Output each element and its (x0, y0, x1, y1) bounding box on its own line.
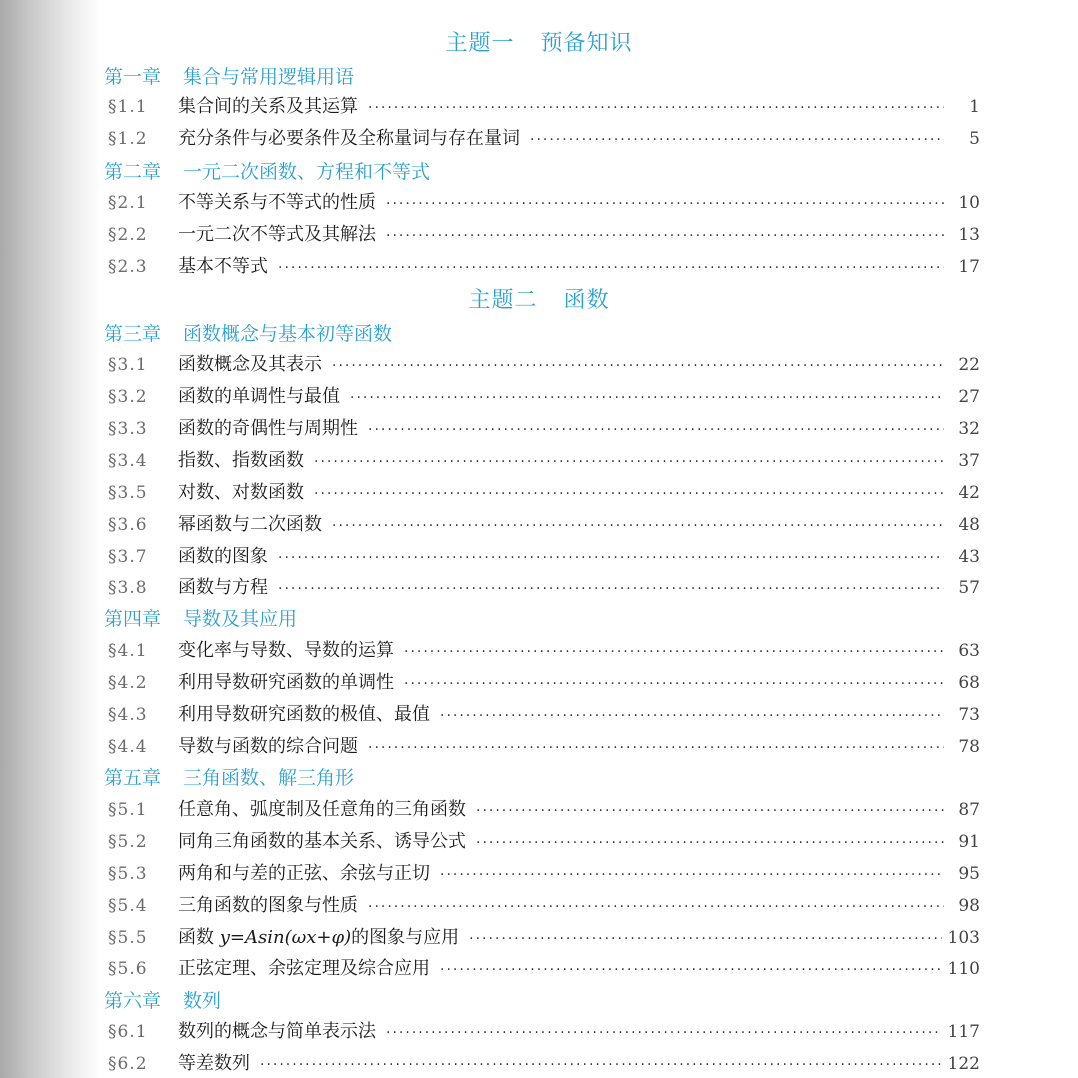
chapter-label: 第六章 (104, 990, 162, 1012)
page-number: 103 (947, 928, 980, 948)
page-number: 48 (958, 515, 980, 535)
page-number: 43 (958, 547, 980, 567)
page-number: 91 (958, 832, 980, 852)
chapter-name: 三角函数、解三角形 (183, 767, 355, 789)
page-number: 22 (958, 355, 980, 375)
section-title: 函数的奇偶性与周期性 (178, 418, 358, 439)
section-title: 函数的单调性与最值 (178, 386, 340, 407)
leader-dots (368, 899, 944, 915)
section-title: 幂函数与二次函数 (178, 514, 322, 535)
leader-dots (440, 708, 944, 724)
section-number: §3.2 (108, 387, 148, 407)
toc-entry[interactable] (108, 252, 980, 280)
section-title: 一元二次不等式及其解法 (178, 224, 376, 245)
section-title: 充分条件与必要条件及全称量词与存在量词 (178, 128, 520, 149)
page-number: 78 (958, 737, 980, 757)
section-number: §3.3 (108, 419, 148, 439)
chapter-label: 第二章 (104, 161, 162, 183)
chapter-name: 一元二次函数、方程和不等式 (183, 161, 431, 183)
leader-dots (314, 486, 944, 502)
toc-entry[interactable] (108, 573, 980, 601)
section-number: §5.2 (108, 832, 148, 852)
section-number: §4.3 (108, 705, 148, 725)
section-number: §5.5 (108, 928, 148, 948)
theme-heading-1 (0, 26, 1078, 57)
section-title (178, 923, 463, 949)
section-title: 变化率与导数、导数的运算 (178, 640, 394, 661)
section-number: §5.1 (108, 800, 148, 820)
section-title: 导数与函数的综合问题 (178, 736, 358, 757)
section-title: 数列的概念与简单表示法 (178, 1021, 376, 1042)
section-number: §4.2 (108, 673, 148, 693)
section-title: 利用导数研究函数的极值、最值 (178, 704, 430, 725)
leader-dots (314, 454, 944, 470)
toc-entry[interactable] (108, 827, 980, 855)
chapter-heading-1 (104, 62, 354, 89)
page-number: 87 (958, 800, 980, 820)
leader-dots (368, 100, 944, 116)
toc-entry[interactable] (108, 668, 980, 696)
leader-dots (386, 228, 944, 244)
toc-entry[interactable] (108, 510, 980, 538)
page-number: 95 (958, 864, 980, 884)
toc-entry[interactable] (108, 124, 980, 152)
page-number: 57 (958, 578, 980, 598)
leader-dots (278, 581, 944, 597)
section-number: §1.2 (108, 129, 148, 149)
leader-dots (386, 196, 944, 212)
page-number: 13 (958, 225, 980, 245)
section-number: §6.2 (108, 1054, 148, 1074)
leader-dots (476, 803, 944, 819)
section-number: §4.4 (108, 737, 148, 757)
leader-dots (386, 1025, 942, 1041)
page-number: 63 (958, 641, 980, 661)
page-number: 10 (958, 193, 980, 213)
page-number: 17 (958, 257, 980, 277)
chapter-heading-2 (104, 157, 430, 184)
section-number: §1.1 (108, 97, 148, 117)
leader-dots (404, 644, 944, 660)
section-number: §3.1 (108, 355, 148, 375)
page-number: 37 (958, 451, 980, 471)
section-number: §3.4 (108, 451, 148, 471)
toc-entry[interactable] (108, 700, 980, 728)
toc-entry[interactable] (108, 1049, 980, 1077)
section-title: 函数概念及其表示 (178, 354, 322, 375)
toc-entry[interactable] (108, 542, 980, 570)
theme-label: 主题一 (445, 31, 515, 56)
chapter-name: 集合与常用逻辑用语 (183, 66, 355, 88)
toc-entry[interactable] (108, 350, 980, 378)
leader-dots (469, 931, 941, 947)
theme-name: 函数 (563, 288, 610, 313)
leader-dots (368, 740, 944, 756)
toc-entry[interactable] (108, 923, 980, 951)
leader-dots (404, 676, 944, 692)
chapter-name: 导数及其应用 (183, 608, 298, 630)
leader-dots (440, 867, 944, 883)
section-number: §3.5 (108, 483, 148, 503)
theme-name: 预备知识 (540, 31, 633, 56)
toc-entry[interactable] (108, 446, 980, 474)
toc-entry[interactable] (108, 859, 980, 887)
section-number: §5.3 (108, 864, 148, 884)
page-number: 5 (969, 129, 980, 149)
section-title: 对数、对数函数 (178, 482, 304, 503)
toc-entry[interactable] (108, 636, 980, 664)
chapter-name: 数列 (183, 990, 222, 1012)
toc-entry[interactable] (108, 220, 980, 248)
toc-entry[interactable] (108, 795, 980, 823)
leader-dots (278, 550, 944, 566)
leader-dots (260, 1057, 942, 1073)
section-title: 集合间的关系及其运算 (178, 96, 358, 117)
chapter-heading-6 (104, 986, 221, 1013)
toc-entry[interactable] (108, 891, 980, 919)
section-number: §4.1 (108, 641, 148, 661)
section-title: 函数与方程 (178, 577, 268, 598)
page-number: 32 (958, 419, 980, 439)
leader-dots (332, 358, 944, 374)
leader-dots (332, 518, 944, 534)
chapter-heading-3 (104, 319, 392, 346)
theme-heading-2 (0, 283, 1078, 314)
title-prefix: 函数 (178, 927, 220, 948)
leader-dots (350, 390, 944, 406)
chapter-label: 第五章 (104, 767, 162, 789)
section-number: §2.3 (108, 257, 148, 277)
section-title: 正弦定理、余弦定理及综合应用 (178, 958, 430, 979)
section-number: §3.6 (108, 515, 148, 535)
page-number: 27 (958, 387, 980, 407)
page-number: 110 (947, 959, 980, 979)
section-title: 任意角、弧度制及任意角的三角函数 (178, 799, 466, 820)
section-number: §2.2 (108, 225, 148, 245)
title-suffix: 的图象与应用 (351, 927, 460, 948)
section-number: §6.1 (108, 1022, 148, 1042)
chapter-heading-4 (104, 604, 297, 631)
toc-entry[interactable] (108, 188, 980, 216)
chapter-label: 第四章 (104, 608, 162, 630)
leader-dots (368, 422, 944, 438)
toc-entry[interactable] (108, 382, 980, 410)
chapter-name: 函数概念与基本初等函数 (183, 323, 393, 345)
section-title: 不等关系与不等式的性质 (178, 192, 376, 213)
toc-entry[interactable] (108, 732, 980, 760)
section-title: 利用导数研究函数的单调性 (178, 672, 394, 693)
page-number: 122 (947, 1054, 980, 1074)
section-number: §5.6 (108, 959, 148, 979)
chapter-label: 第一章 (104, 66, 162, 88)
section-title: 函数的图象 (178, 546, 268, 567)
leader-dots (530, 132, 944, 148)
page-number: 1 (969, 97, 980, 117)
toc-entry[interactable] (108, 414, 980, 442)
section-title: 指数、指数函数 (178, 450, 304, 471)
section-title: 同角三角函数的基本关系、诱导公式 (178, 831, 466, 852)
section-title: 等差数列 (178, 1053, 250, 1074)
leader-dots (278, 260, 944, 276)
section-title: 基本不等式 (178, 256, 268, 277)
page-number: 68 (958, 673, 980, 693)
page-number: 42 (958, 483, 980, 503)
chapter-heading-5 (104, 763, 354, 790)
toc-entry[interactable] (108, 92, 980, 120)
section-title: 两角和与差的正弦、余弦与正切 (178, 863, 430, 884)
section-number: §3.8 (108, 578, 148, 598)
toc-entry[interactable] (108, 954, 980, 982)
theme-label: 主题二 (468, 288, 538, 313)
page-number: 117 (947, 1022, 980, 1042)
chapter-label: 第三章 (104, 323, 162, 345)
section-title: 三角函数的图象与性质 (178, 895, 358, 916)
toc-entry[interactable] (108, 1017, 980, 1045)
section-number: §5.4 (108, 896, 148, 916)
leader-dots (476, 835, 944, 851)
math-formula: y=Asin(ωx+φ) (219, 927, 352, 948)
page-number: 73 (958, 705, 980, 725)
section-number: §2.1 (108, 193, 148, 213)
leader-dots (440, 962, 942, 978)
section-number: §3.7 (108, 547, 148, 567)
toc-entry[interactable] (108, 478, 980, 506)
page-number: 98 (958, 896, 980, 916)
